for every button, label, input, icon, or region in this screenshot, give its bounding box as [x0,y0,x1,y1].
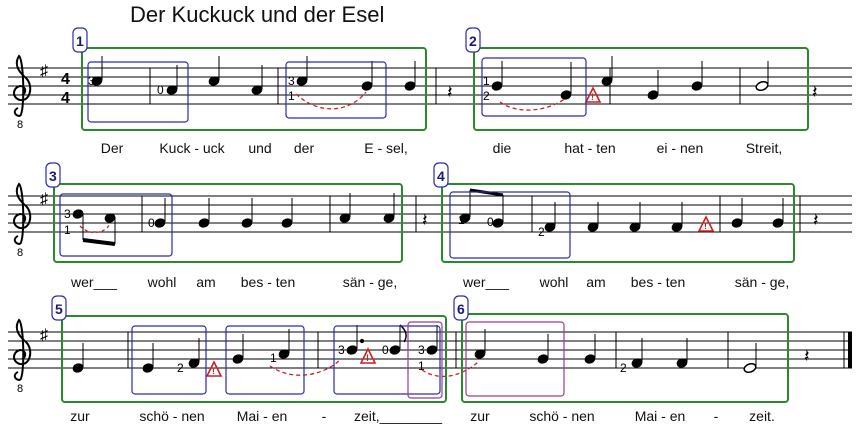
svg-text:!: ! [704,221,707,231]
system-2 [8,163,852,262]
svg-text:4: 4 [437,168,445,184]
treble-clef-icon [14,184,30,259]
lyric-syllable: zur [470,408,490,424]
lyric-syllable: ei - nen [656,140,704,156]
warning-triangle-icon [699,217,713,231]
svg-text:1: 1 [76,33,84,49]
svg-text:3: 3 [49,168,57,184]
treble-clef-icon [14,56,30,131]
lyric-syllable: zeit,________ [354,408,442,424]
time-sig-bottom: 4 [61,90,70,107]
svg-text:3: 3 [64,207,71,221]
lyric-syllable: Streit, [745,140,783,156]
lyric-syllable: wohl [539,274,569,290]
lyric-syllable: - [321,408,327,424]
position-box [286,62,386,118]
lyric-syllable: die [492,140,512,156]
lyric-syllable: wer___ [463,274,509,290]
lyric-syllable: schö - nen [139,408,205,424]
lyric-syllable: sän - ge, [342,274,398,290]
lyric-syllable: schö - nen [529,408,595,424]
fingering: 0 [157,83,164,97]
fingering: 1 [288,89,295,103]
lyric-syllable: bes - ten [240,274,296,290]
lyric-syllable: bes - ten [630,274,686,290]
phrase-box [462,314,788,402]
notes [91,56,769,100]
treble-clef-icon [14,320,30,395]
sharp-icon: ♯ [40,327,48,344]
svg-text:0: 0 [382,343,389,357]
slur [80,224,110,233]
svg-text:0: 0 [487,215,494,229]
phrase-label-2 [466,28,480,52]
lyric-syllable: wohl [147,274,177,290]
lyric-syllable: hat - ten [564,140,616,156]
warning-triangle-icon [361,349,375,363]
notes [72,190,784,244]
lyric-syllable: zeit. [749,408,775,424]
fingering: 3 [288,74,295,88]
lyric-syllable: wer___ [71,274,117,290]
staff-lines [8,196,852,232]
phrase-label-5 [52,296,66,320]
svg-text:8: 8 [17,247,24,259]
quarter-rest-icon: 𝄽 [812,82,818,102]
fingering: 3 [88,74,95,88]
svg-text:1: 1 [418,359,425,373]
fingerings [88,74,490,103]
svg-text:3: 3 [418,343,425,357]
svg-text:2: 2 [177,361,184,375]
phrase-label-3 [46,163,60,187]
lyric-syllable: und [248,140,272,156]
phrase-label-4 [434,163,448,187]
svg-text:5: 5 [55,301,63,317]
lyric-syllable: am [196,274,216,290]
svg-text:0: 0 [148,216,155,230]
svg-text:3: 3 [338,343,345,357]
sharp-icon: ♯ [40,191,48,208]
slur [422,362,478,376]
lyric-syllable: Der [100,140,124,156]
svg-text:!: ! [212,366,215,376]
lyric-syllable: - [713,408,719,424]
lyric-syllable: der [293,140,315,156]
svg-text:1: 1 [64,223,71,237]
svg-text:8: 8 [17,383,24,395]
lyric-syllable: Kuck - uck [159,140,225,156]
clef-octave-label: 8 [17,119,24,131]
quarter-rest-icon: 𝄽 [422,210,428,230]
svg-text:2: 2 [538,225,545,239]
svg-text:1: 1 [270,351,277,365]
fingering: 1 [483,74,490,88]
lyric-syllable: sän - ge, [734,274,790,290]
score-title: Der Kuckuck und der Esel [130,2,385,27]
svg-text:2: 2 [469,33,477,49]
quarter-rest-icon: 𝄽 [813,210,819,230]
time-sig-top: 4 [61,71,70,88]
lyric-syllable: Mai - en [236,408,288,424]
lyric-syllable: zur [70,408,90,424]
lyric-syllable: Mai - en [634,408,686,424]
warning-triangle-icon [207,362,221,376]
system-1 [8,28,852,131]
staff-lines [8,68,852,104]
sharp-icon: ♯ [40,63,48,80]
svg-text:2: 2 [620,361,627,375]
phrase-label-6 [454,296,468,320]
svg-text:!: ! [366,353,369,363]
svg-text:!: ! [591,92,594,102]
phrase-label-1 [73,28,87,52]
quarter-rest-icon: 𝄽 [804,346,810,366]
lyric-syllable: E - sel, [364,140,408,156]
lyric-syllable: am [586,274,606,290]
quarter-rest-icon: 𝄽 [447,82,453,102]
fingering: 2 [483,89,490,103]
svg-text:6: 6 [457,301,465,317]
svg-text:1: 1 [458,213,465,227]
system-3 [8,296,852,402]
